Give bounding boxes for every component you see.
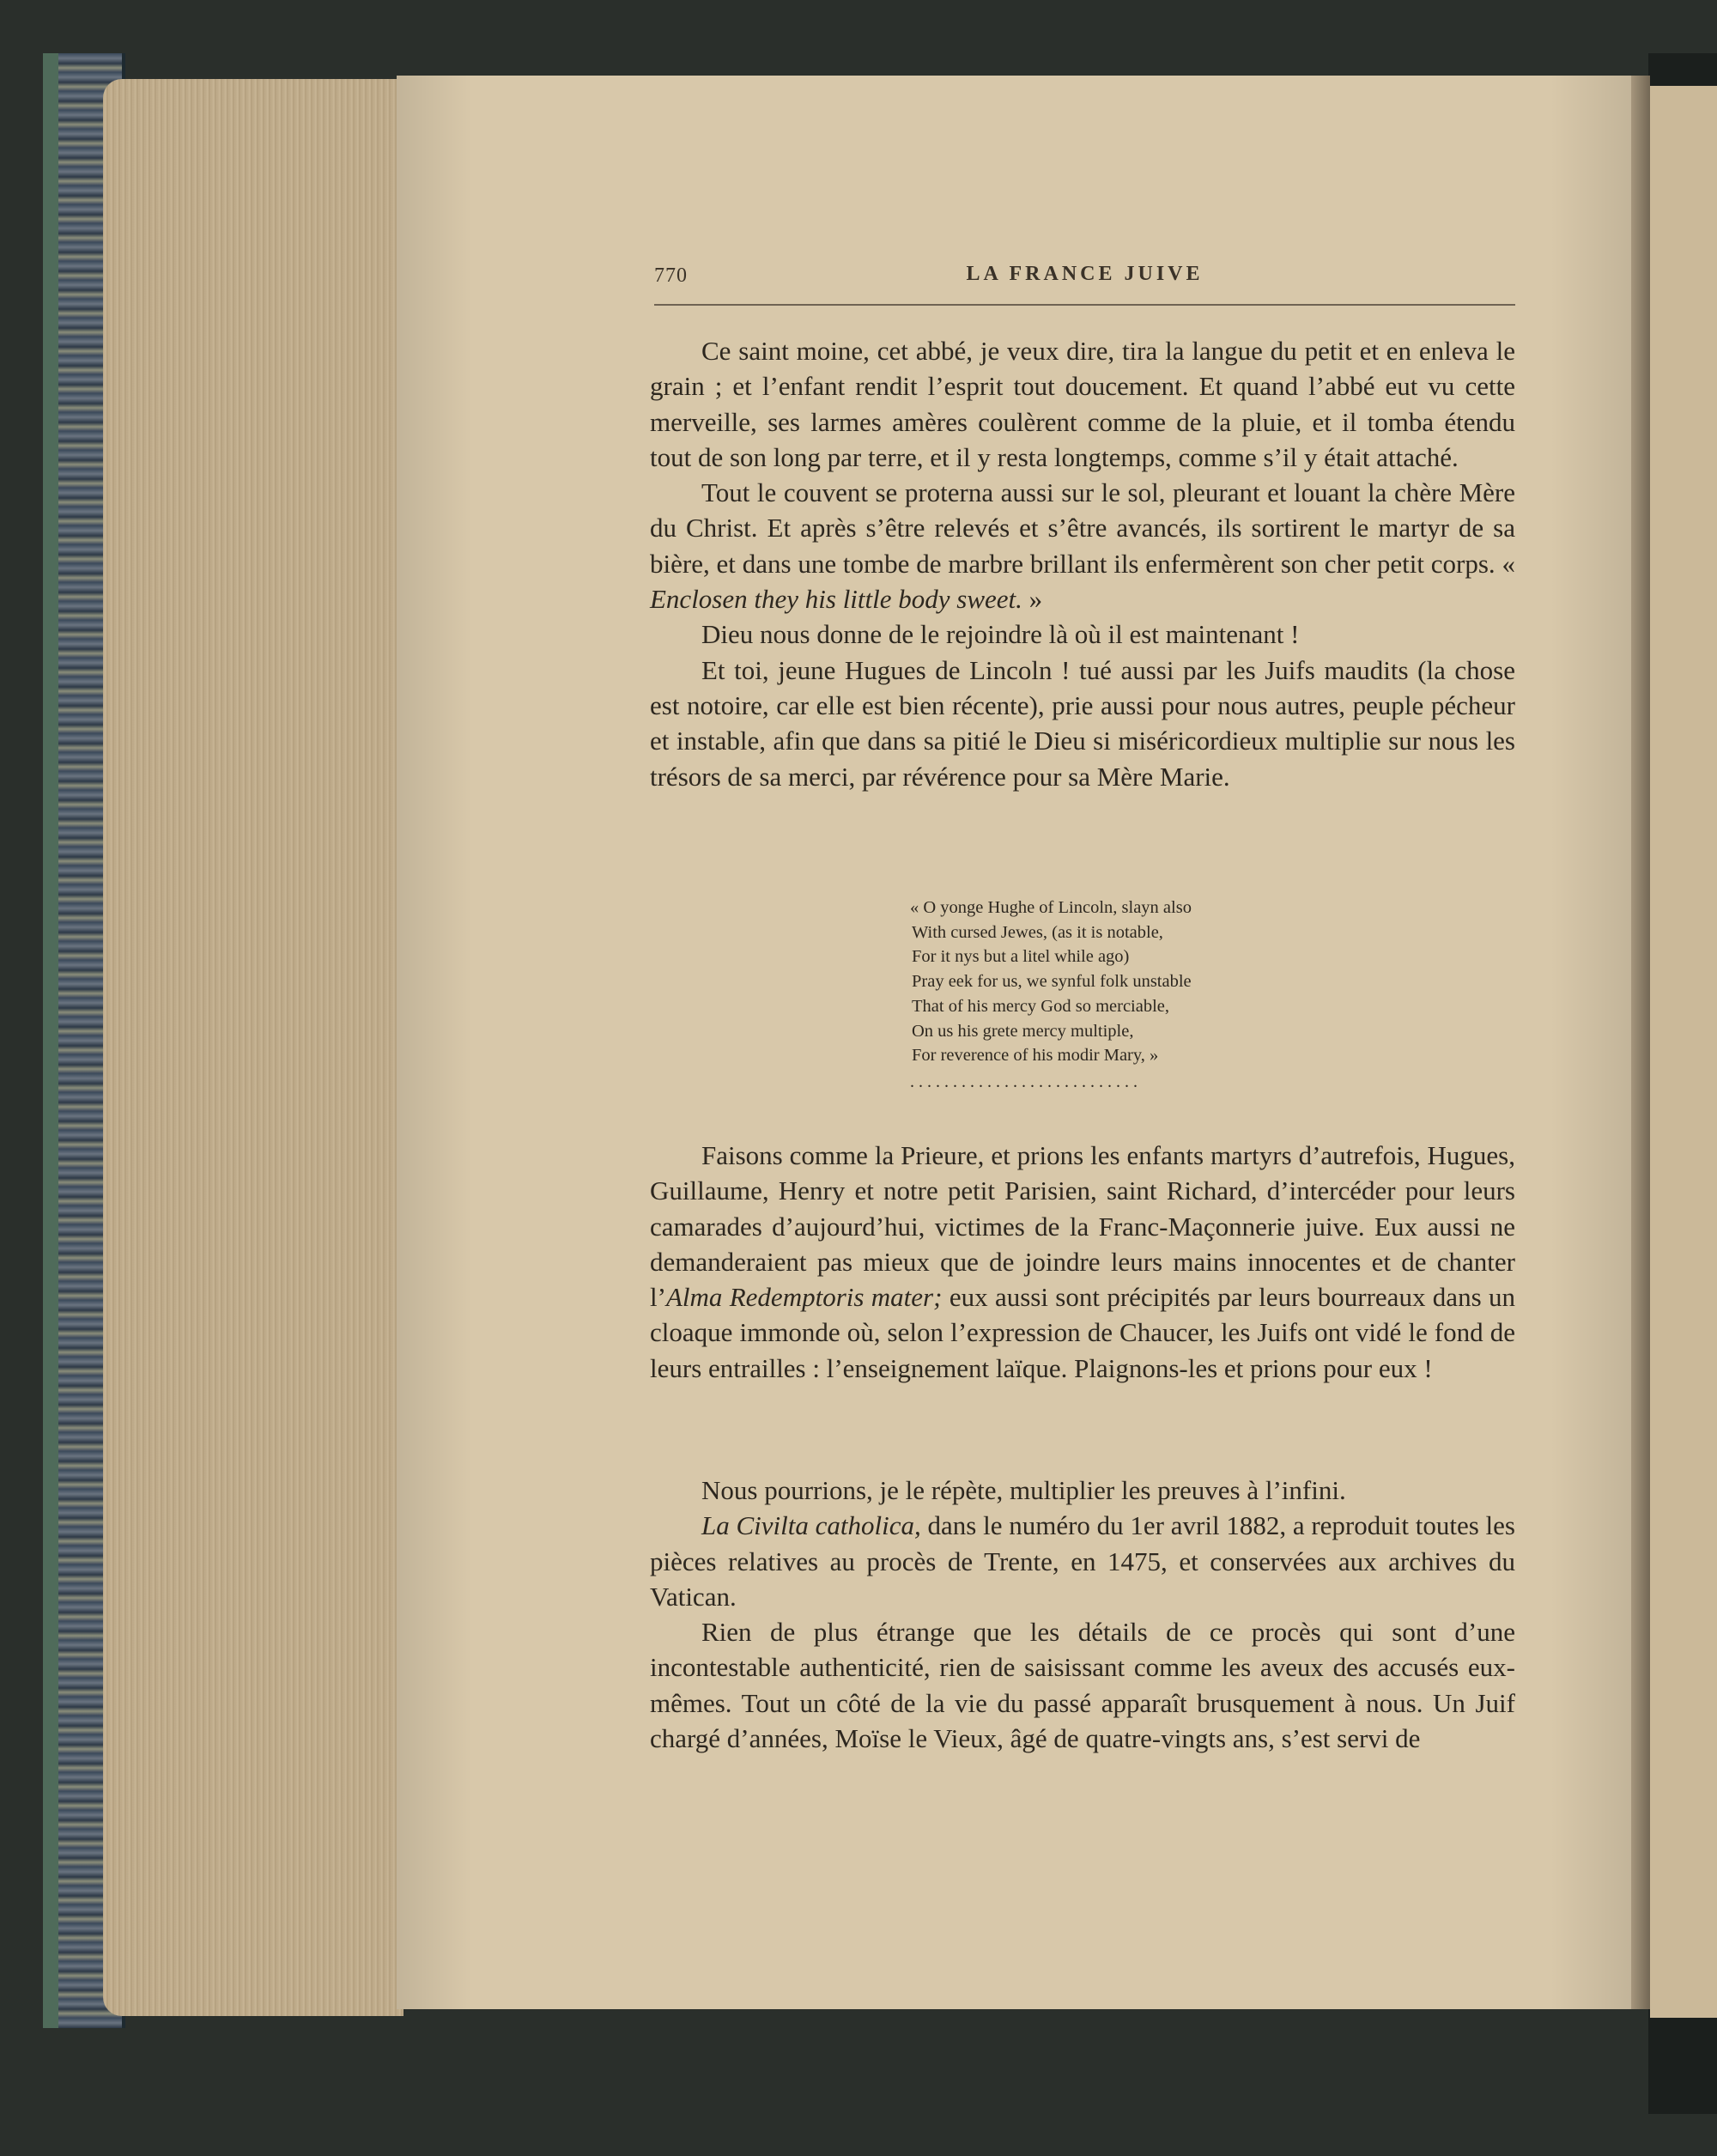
text-block-2 (650, 1138, 1515, 1386)
paragraph: Et toi, jeune Hugues de Lincoln ! tué aussi par les Juifs maudits (la chose est notoire, car elle est bien récente), prie aussi pour nous autres, peuple pécheur et instable, afin que dans sa pitié le Dieu si miséricordieux multiplie sur nous les trésors de sa merci, par révérence pour sa Mère Marie. (650, 654, 1515, 792)
paragraph: Nous pourrions, je le répète, multiplier les preuves à l’infini. (701, 1475, 1346, 1505)
cover-edge (43, 53, 58, 2028)
paragraph: Dieu nous donne de le rejoindre là où il est maintenant ! (701, 619, 1300, 650)
verse-line: Pray eek for us, we synful folk unstable (912, 972, 1192, 992)
running-head: LA FRANCE JUIVE (966, 263, 1204, 285)
verse-line: For reverence of his modir Mary, » (912, 1046, 1159, 1066)
text-run: » (1022, 584, 1043, 615)
text-block-1 (650, 333, 1515, 794)
page-block-edge (103, 79, 403, 2016)
text-run: eux aussi sont précipités par leurs bourreaux dans un cloaque immonde où, selon l’expression de Chaucer, les Juifs ont vidé le fond de leurs entrailles : l’enseignement laïque. Plaignons-les et prions pour eux ! (650, 1282, 1515, 1383)
paragraph: Rien de plus étrange que les détails de ce procès qui sont d’une incontestable authenticité, rien de saisissant comme les aveux des accusés eux-mêmes. Tout un côté de la vie du passé apparaît brusquement à nous. Un Juif chargé d’années, Moïse le Vieux, âgé de quatre-vingts ans, s’est servi de (650, 1617, 1515, 1754)
text-run: dans le numéro du 1er avril 1882, a reproduit toutes les pièces relatives au procès de Trente, en 1475, et conservées aux archives du Vatican. (650, 1510, 1515, 1612)
text-block-3 (650, 1473, 1515, 1756)
verse-line: For it nys but a litel while ago) (912, 947, 1130, 967)
italic-title: La Civilta catholica, (701, 1510, 921, 1541)
paragraph (650, 1138, 1515, 1386)
paragraph: Ce saint moine, cet abbé, je veux dire, tira la langue du petit et en enleva le grain ; et l’enfant rendit l’esprit tout doucement. Et quand l’abbé eut vu cette merveille, ses larmes amères coulèrent comme de la pluie, et il tomba étendu tout de son long par terre, et il y resta longtemps, comme s’il y était attaché. (650, 336, 1515, 472)
text-run: Tout le couvent se proterna aussi sur le sol, pleurant et louant la chère Mère du Christ. Et après s’être relevés et s’être avancés, ils sortirent le martyr de sa bière, et dans une tombe de marbre brillant ils enfermèrent son cher petit corps. « (650, 477, 1515, 579)
text-run: Faisons comme la Prieure, et prions les enfants martyrs d’autrefois, Hugues, Guillaume, Henry et notre petit Parisien, saint Richard, d’intercéder pour leurs camarades d’aujourd’hui, victimes de la Franc-Maçonnerie juive. Eux aussi ne demanderaient pas mieux que de joindre leurs mains innocentes et de chanter l’ (650, 1140, 1515, 1313)
italic-title: Alma Redemptoris mater; (665, 1282, 943, 1313)
page-number: 770 (654, 264, 688, 287)
page-header (654, 258, 1515, 292)
page-gutter (1631, 76, 1650, 2009)
ellipsis-dots: ........................... (910, 1072, 1142, 1091)
verse-line: That of his mercy God so merciable, (912, 996, 1170, 1016)
verse-line: « O yonge Hughe of Lincoln, slayn also (910, 898, 1192, 917)
paragraph (650, 1508, 1515, 1614)
verse-line: With cursed Jewes, (as it is notable, (912, 922, 1163, 942)
italic-quote: Enclosen they his little body sweet. (650, 584, 1022, 615)
verse-line: On us his grete mercy multiple, (912, 1021, 1134, 1041)
facing-page-edge (1650, 86, 1717, 2018)
paragraph (650, 475, 1515, 616)
verse-quotation (910, 896, 1356, 1095)
header-rule (654, 304, 1515, 306)
